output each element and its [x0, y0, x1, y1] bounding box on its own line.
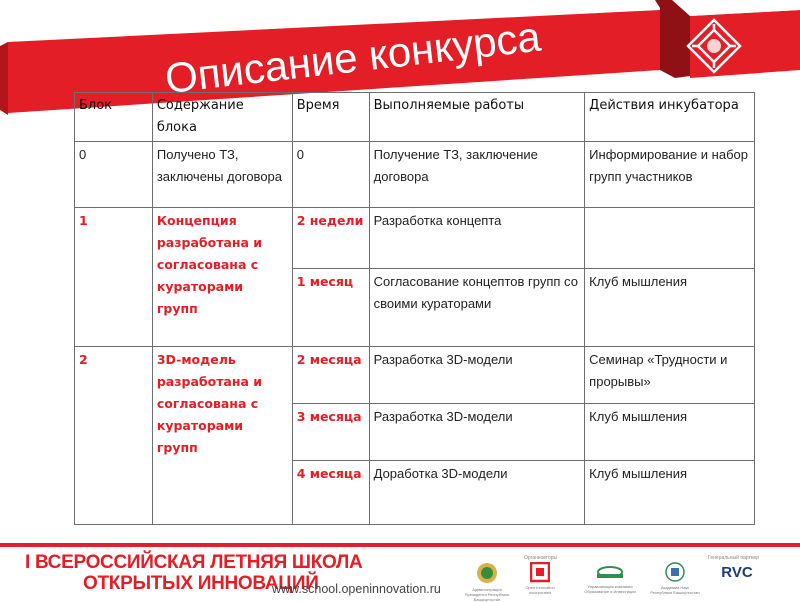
cell-time: 2 недели — [292, 208, 369, 269]
table-row — [75, 208, 755, 269]
website-link[interactable]: www.school.openinnovation.ru — [272, 582, 441, 596]
cell-work: Разработка 3D-модели — [369, 404, 585, 461]
management-company-icon — [595, 565, 625, 583]
bashkortostan-emblem — [462, 562, 512, 602]
cell-block: 2 — [75, 347, 153, 525]
logo-caption: Управляющая компания Образование и Инвестиции — [584, 584, 636, 594]
cell-time: 1 месяц — [292, 269, 369, 347]
header-incubator: Действия инкубатора — [585, 93, 755, 142]
school-name-line1: I ВСЕРОССИЙСКАЯ ЛЕТНЯЯ ШКОЛА — [25, 552, 363, 573]
organizers-label: Организаторы — [524, 555, 558, 561]
table-header-row — [75, 93, 755, 142]
cell-work: Согласование концептов групп со своими кураторами — [369, 269, 585, 347]
footer-divider — [0, 543, 800, 547]
header-time: Время — [292, 93, 369, 142]
open-innovation-logo — [520, 562, 560, 595]
cell-incubator: Клуб мышления — [585, 404, 755, 461]
cell-incubator: Клуб мышления — [585, 461, 755, 525]
table-row — [75, 347, 755, 404]
cell-incubator: Семинар «Трудности и прорывы» — [585, 347, 755, 404]
cell-content: 3D-модель разработана и согласована с кураторами групп — [152, 347, 292, 525]
partner-label: Генеральный партнер — [708, 555, 760, 561]
logo-caption: Администрация Президента Республики Башкортостан — [464, 587, 510, 602]
cell-incubator: Клуб мышления — [585, 269, 755, 347]
slide-title: Описание конкурса — [162, 12, 543, 103]
header-block: Блок — [75, 93, 153, 142]
cell-work: Разработка концепта — [369, 208, 585, 269]
academy-of-sciences-logo — [650, 562, 700, 595]
header-work: Выполняемые работы — [369, 93, 585, 142]
cell-time: 3 месяца — [292, 404, 369, 461]
emblem-icon — [476, 562, 498, 586]
logo-caption: Академия Наук Республики Башкортостан — [650, 585, 700, 595]
cell-block: 1 — [75, 208, 153, 347]
cell-incubator: Информирование и набор групп участников — [585, 142, 755, 208]
cell-work: Доработка 3D-модели — [369, 461, 585, 525]
cell-time: 2 месяца — [292, 347, 369, 404]
contest-table — [74, 92, 755, 525]
management-company-logo — [580, 565, 640, 594]
school-name-line2: ОТКРЫТЫХ ИННОВАЦИЙ — [83, 573, 319, 594]
cell-work: Получение ТЗ, заключение договора — [369, 142, 585, 208]
header-content: Содержание блока — [152, 93, 292, 142]
logo-caption: Open Innovation Incorporated — [525, 585, 555, 595]
ornament-icon — [686, 18, 742, 74]
academy-icon — [665, 562, 685, 584]
open-innovation-icon — [530, 562, 550, 584]
cell-content: Концепция разработана и согласована с кураторами групп — [152, 208, 292, 347]
cell-time: 4 месяца — [292, 461, 369, 525]
rvc-wordmark: RVC — [721, 564, 753, 581]
rvc-logo — [712, 564, 762, 581]
cell-incubator — [585, 208, 755, 269]
cell-content: Получено ТЗ, заключены договора — [152, 142, 292, 208]
cell-time: 0 — [292, 142, 369, 208]
cell-block: 0 — [75, 142, 153, 208]
table-row — [75, 142, 755, 208]
cell-work: Разработка 3D-модели — [369, 347, 585, 404]
